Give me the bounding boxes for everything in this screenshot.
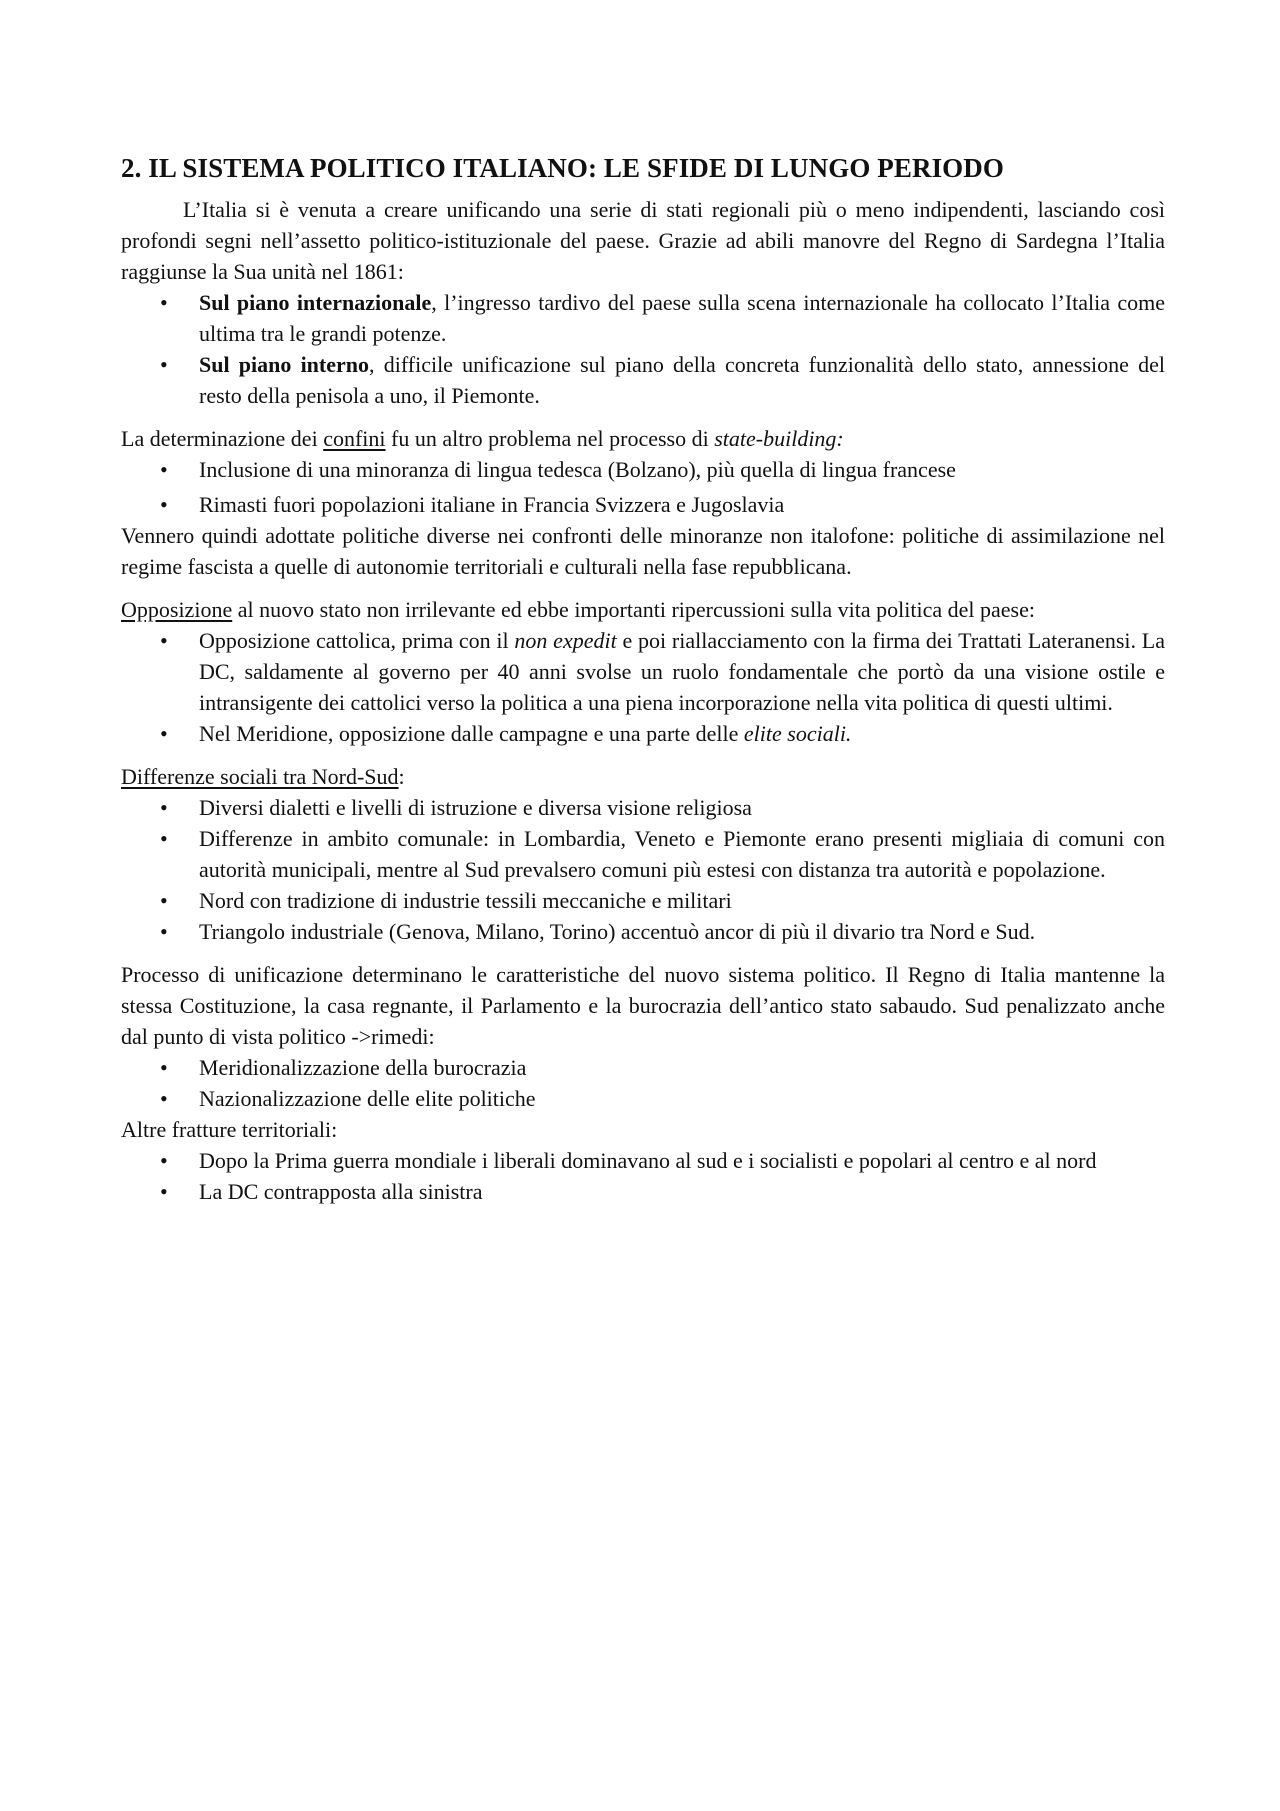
list-item: • Dopo la Prima guerra mondiale i liberali dominavano al sud e i socialisti e popolari al centro e al nord bbox=[121, 1145, 1165, 1176]
differenze-heading: Differenze sociali tra Nord-Sud: bbox=[121, 764, 405, 789]
processo-paragraph: Processo di unificazione determinano le caratteristiche del nuovo sistema politico. Il Regno di Italia mantenne la stessa Costituzione, la casa regnante, il Parlamento e la burocrazia dell’antico stato sabaudo. Sud penalizzato anche dal punto di vista politico ->rimedi: bbox=[121, 962, 1165, 1049]
list-item: • Nel Meridione, opposizione dalle campagne e una parte delle elite sociali. bbox=[121, 718, 1165, 749]
fratture-list bbox=[121, 1145, 1165, 1207]
confini-paragraph: La determinazione dei confini fu un altro problema nel processo di state-building: bbox=[121, 426, 844, 451]
list-item: • Meridionalizzazione della burocrazia bbox=[121, 1052, 1165, 1083]
intro-list bbox=[121, 287, 1165, 411]
list-item: • Nazionalizzazione delle elite politiche bbox=[121, 1083, 1165, 1114]
document-page bbox=[121, 150, 1165, 1207]
list-item: • Sul piano internazionale, l’ingresso tardivo del paese sulla scena internazionale ha collocato l’Italia come ultima tra le grandi potenze. bbox=[121, 287, 1165, 349]
list-item: • Differenze in ambito comunale: in Lombardia, Veneto e Piemonte erano presenti migliaia di comuni con autorità municipali, mentre al Sud prevalsero comuni più estesi con distanza tra autorità e popolazione. bbox=[121, 823, 1165, 885]
bold-term: Sul piano interno bbox=[199, 352, 370, 377]
underlined-term: Differenze sociali tra Nord-Sud bbox=[121, 764, 399, 789]
processo-list bbox=[121, 1052, 1165, 1114]
list-item: • La DC contrapposta alla sinistra bbox=[121, 1176, 1165, 1207]
confini-list bbox=[121, 454, 1165, 520]
list-item: • Diversi dialetti e livelli di istruzione e diversa visione religiosa bbox=[121, 792, 1165, 823]
differenze-list bbox=[121, 792, 1165, 947]
list-item: • Opposizione cattolica, prima con il non expedit e poi riallacciamento con la firma dei Trattati Lateranensi. La DC, saldamente al governo per 40 anni svolse un ruolo fondamentale che portò da una visione ostile e intransigente dei cattolici verso la politica a una piena incorporazione nella vita politica di questi ultimi. bbox=[121, 625, 1165, 718]
list-item: • Inclusione di una minoranza di lingua tedesca (Bolzano), più quella di lingua francese bbox=[121, 454, 1165, 485]
bold-term: Sul piano internazionale bbox=[199, 290, 432, 315]
list-item: • Nord con tradizione di industrie tessili meccaniche e militari bbox=[121, 885, 1165, 916]
intro-paragraph: L’Italia si è venuta a creare unificando una serie di stati regionali più o meno indipendenti, lasciando così profondi segni nell’assetto politico-istituzionale del paese. Grazie ad abili manovre del Regno di Sardegna l’Italia raggiunse la Sua unità nel 1861: bbox=[121, 197, 1165, 284]
list-item: • Triangolo industriale (Genova, Milano, Torino) accentuò ancor di più il divario tra Nord e Sud. bbox=[121, 916, 1165, 947]
list-item: • Sul piano interno, difficile unificazione sul piano della concreta funzionalità dello stato, annessione del resto della penisola a uno, il Piemonte. bbox=[121, 349, 1165, 411]
fratture-heading: Altre fratture territoriali: bbox=[121, 1117, 338, 1142]
italic-term: non expedit bbox=[514, 628, 617, 653]
italic-term: state-building: bbox=[714, 426, 844, 451]
page-title: 2. IL SISTEMA POLITICO ITALIANO: LE SFIDE DI LUNGO PERIODO bbox=[121, 153, 1004, 183]
underlined-term: Opposizione bbox=[121, 597, 233, 622]
opposizione-list bbox=[121, 625, 1165, 749]
minoranze-paragraph: Vennero quindi adottate politiche diverse nei confronti delle minoranze non italofone: politiche di assimilazione nel regime fascista a quelle di autonomie territoriali e culturali nella fase repubblicana. bbox=[121, 523, 1165, 579]
underlined-term: confini bbox=[323, 426, 386, 451]
list-item: • Rimasti fuori popolazioni italiane in Francia Svizzera e Jugoslavia bbox=[121, 489, 1165, 520]
opposizione-paragraph: Opposizione al nuovo stato non irrilevante ed ebbe importanti ripercussioni sulla vita politica del paese: bbox=[121, 597, 1035, 622]
italic-term: elite sociali. bbox=[743, 721, 852, 746]
